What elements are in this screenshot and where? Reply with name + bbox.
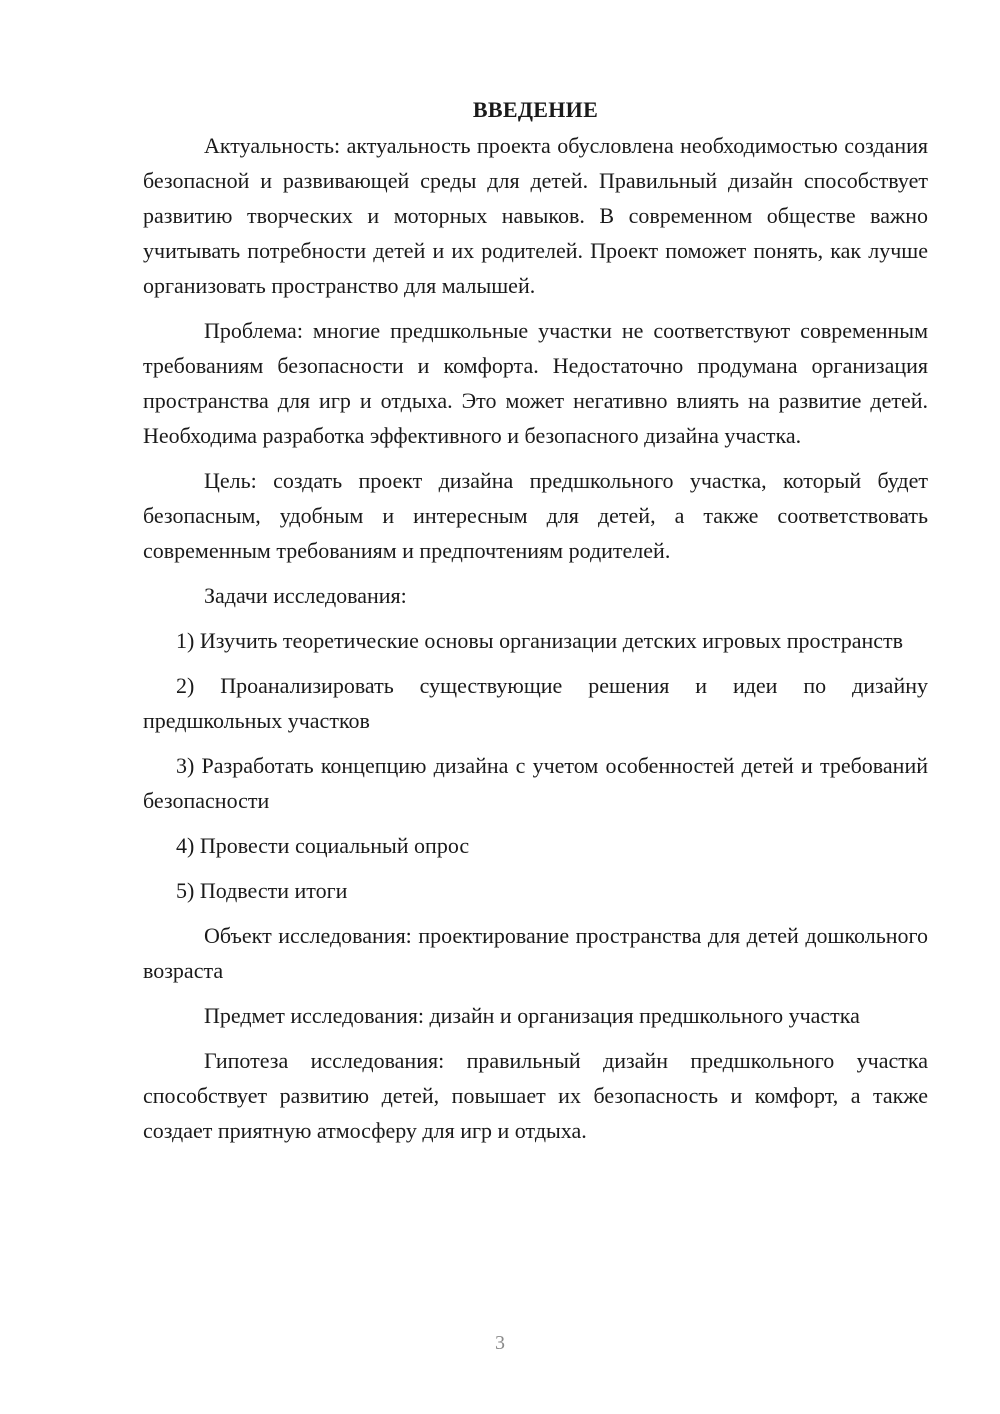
hypothesis-paragraph: Гипотеза исследования: правильный дизайн предшкольного участка способствует развитию детей, повышает их безопасность и комфорт, а также создает приятную атмосферу для игр и отдыха. [143, 1048, 928, 1143]
task-item-1: 1) Изучить теоретические основы организации детских игровых пространств [176, 628, 903, 653]
task-item-3: 3) Разработать концепцию дизайна с учетом особенностей детей и требований безопасности [143, 753, 928, 813]
tasks-list [143, 623, 928, 908]
problem-paragraph: Проблема: многие предшкольные участки не соответствуют современным требованиям безопасности и комфорта. Недостаточно продумана организация пространства для игр и отдыха. Это может негативно влиять на развитие детей. Необходима разработка эффективного и безопасного дизайна участка. [143, 318, 928, 448]
task-item-4: 4) Провести социальный опрос [176, 833, 470, 858]
subject-paragraph: Предмет исследования: дизайн и организация предшкольного участка [204, 1003, 860, 1028]
relevance-paragraph: Актуальность: актуальность проекта обусловлена необходимостью создания безопасной и развивающей среды для детей. Правильный дизайн способствует развитию творческих и моторных навыков. В современном обществе важно учитывать потребности детей и их родителей. Проект поможет понять, как лучше организовать пространство для малышей. [143, 133, 928, 298]
page-number: 3 [495, 1332, 505, 1354]
task-item-2: 2) Проанализировать существующие решения и идеи по дизайну предшкольных участков [143, 673, 928, 733]
document-page [143, 92, 928, 1148]
object-paragraph: Объект исследования: проектирование пространства для детей дошкольного возраста [143, 923, 928, 983]
goal-paragraph: Цель: создать проект дизайна предшкольного участка, который будет безопасным, удобным и интересным для детей, а также соответствовать современным требованиям и предпочтениям родителей. [143, 468, 928, 563]
task-item-5: 5) Подвести итоги [176, 878, 348, 903]
tasks-heading: Задачи исследования: [204, 583, 407, 608]
section-title: ВВЕДЕНИЕ [472, 97, 599, 122]
